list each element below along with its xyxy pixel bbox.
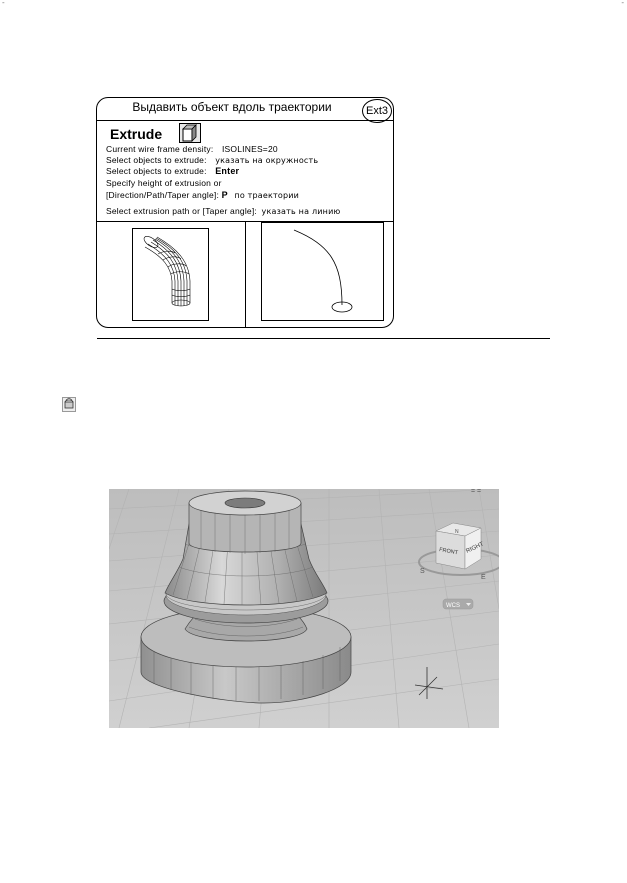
prompt-response: по траектории bbox=[234, 191, 300, 200]
compass-south: S bbox=[420, 568, 425, 575]
viewport-scene bbox=[109, 489, 499, 728]
prompt-line-2 bbox=[106, 155, 318, 165]
compass-east: E bbox=[481, 574, 486, 581]
wcs-label: WCS bbox=[446, 603, 460, 609]
prompt-text: Select extrusion path or [Taper angle]: bbox=[106, 206, 257, 216]
panels-divider-v bbox=[245, 221, 246, 327]
card-title-divider bbox=[97, 120, 393, 121]
section-rule bbox=[97, 338, 550, 339]
prompt-text: [Direction/Path/Taper angle]: bbox=[106, 190, 220, 200]
prompt-response-key: P bbox=[221, 190, 228, 200]
path-curve-drawing bbox=[262, 223, 383, 320]
card-code-badge: Ext3 bbox=[362, 99, 392, 123]
command-name: Extrude bbox=[110, 126, 163, 142]
viewcube-front-label: FRONT bbox=[438, 547, 459, 557]
path-illustration bbox=[261, 222, 384, 321]
viewcube-top-label: N bbox=[455, 529, 459, 535]
card-title: Выдавить объект вдоль траектории bbox=[132, 100, 332, 114]
prompt-line-1 bbox=[106, 144, 278, 154]
prompt-text: Select objects to extrude: bbox=[106, 155, 207, 165]
prompt-response: ISOLINES=20 bbox=[222, 144, 278, 154]
corner-mark-left: - bbox=[2, 0, 5, 7]
wcs-menu[interactable] bbox=[443, 599, 473, 609]
result-illustration bbox=[132, 228, 209, 321]
prompt-response: указать на линию bbox=[261, 207, 341, 216]
viewport-corner-label: = = bbox=[471, 489, 482, 495]
prompt-line-5 bbox=[106, 190, 299, 200]
prompt-line-6 bbox=[106, 206, 340, 216]
bent-pipe-wireframe bbox=[133, 229, 208, 320]
prompt-text: Select objects to extrude: bbox=[106, 166, 207, 176]
extrude-icon bbox=[179, 123, 201, 143]
extrude-toolbar-icon[interactable] bbox=[62, 397, 76, 412]
3d-viewport[interactable] bbox=[109, 489, 499, 728]
prompt-line-3 bbox=[106, 166, 239, 176]
command-card bbox=[96, 97, 394, 328]
prompt-line-4 bbox=[106, 178, 222, 188]
prompt-response: Enter bbox=[215, 166, 240, 176]
prompt-response: указать на окружность bbox=[215, 156, 319, 165]
prompt-text: Current wire frame density: bbox=[106, 144, 214, 154]
model-top-cylinder bbox=[189, 491, 301, 554]
corner-mark-right: - bbox=[621, 0, 624, 7]
viewcube-right-label: RIGHT bbox=[465, 541, 485, 555]
prompt-text: Specify height of extrusion or bbox=[106, 178, 222, 188]
